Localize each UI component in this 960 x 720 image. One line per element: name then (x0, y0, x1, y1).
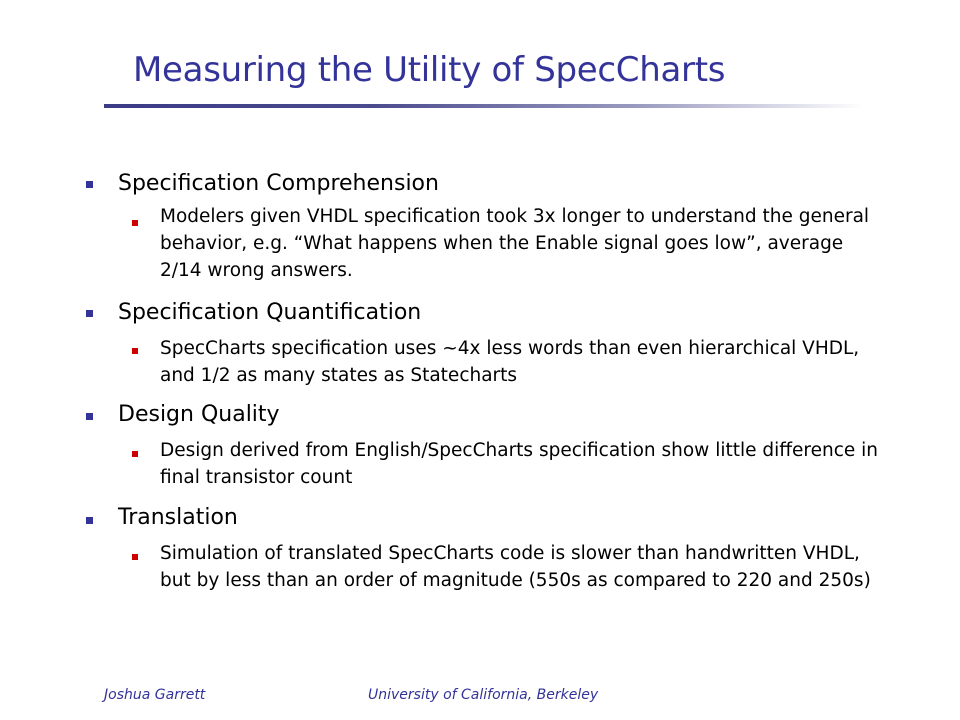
section-heading: Specification Comprehension (118, 171, 439, 196)
section-detail: SpecCharts specification uses ~4x less words than even hierarchical VHDL, and 1/2 as many states as Statecharts (160, 338, 860, 386)
section-heading: Design Quality (118, 402, 280, 427)
bullet-marker (86, 181, 93, 188)
section-detail: Modelers given VHDL specification took 3x longer to understand the general behavior, e.g. “What happens when the Enable signal goes low”, average 2/14 wrong answers. (160, 206, 870, 281)
footer-author: Joshua Garrett (104, 687, 206, 703)
sub-bullet-marker (132, 348, 138, 354)
footer-institution: University of California, Berkeley (368, 687, 599, 703)
bullet-marker (86, 310, 93, 317)
sub-bullet-marker (132, 451, 138, 457)
section-heading: Specification Quantification (118, 300, 422, 325)
section-detail: Design derived from English/SpecCharts specification show little difference in final transistor count (160, 440, 878, 488)
bullet-marker (86, 413, 93, 420)
section-heading: Translation (118, 505, 238, 530)
section-detail: Simulation of translated SpecCharts code is slower than handwritten VHDL, but by less than an order of magnitude (550s as compared to 220 and 250s) (160, 543, 871, 591)
sub-bullet-marker (132, 220, 138, 226)
bullet-marker (86, 517, 93, 524)
sub-bullet-marker (132, 554, 138, 560)
slide-title: Measuring the Utility of SpecCharts (133, 50, 726, 90)
